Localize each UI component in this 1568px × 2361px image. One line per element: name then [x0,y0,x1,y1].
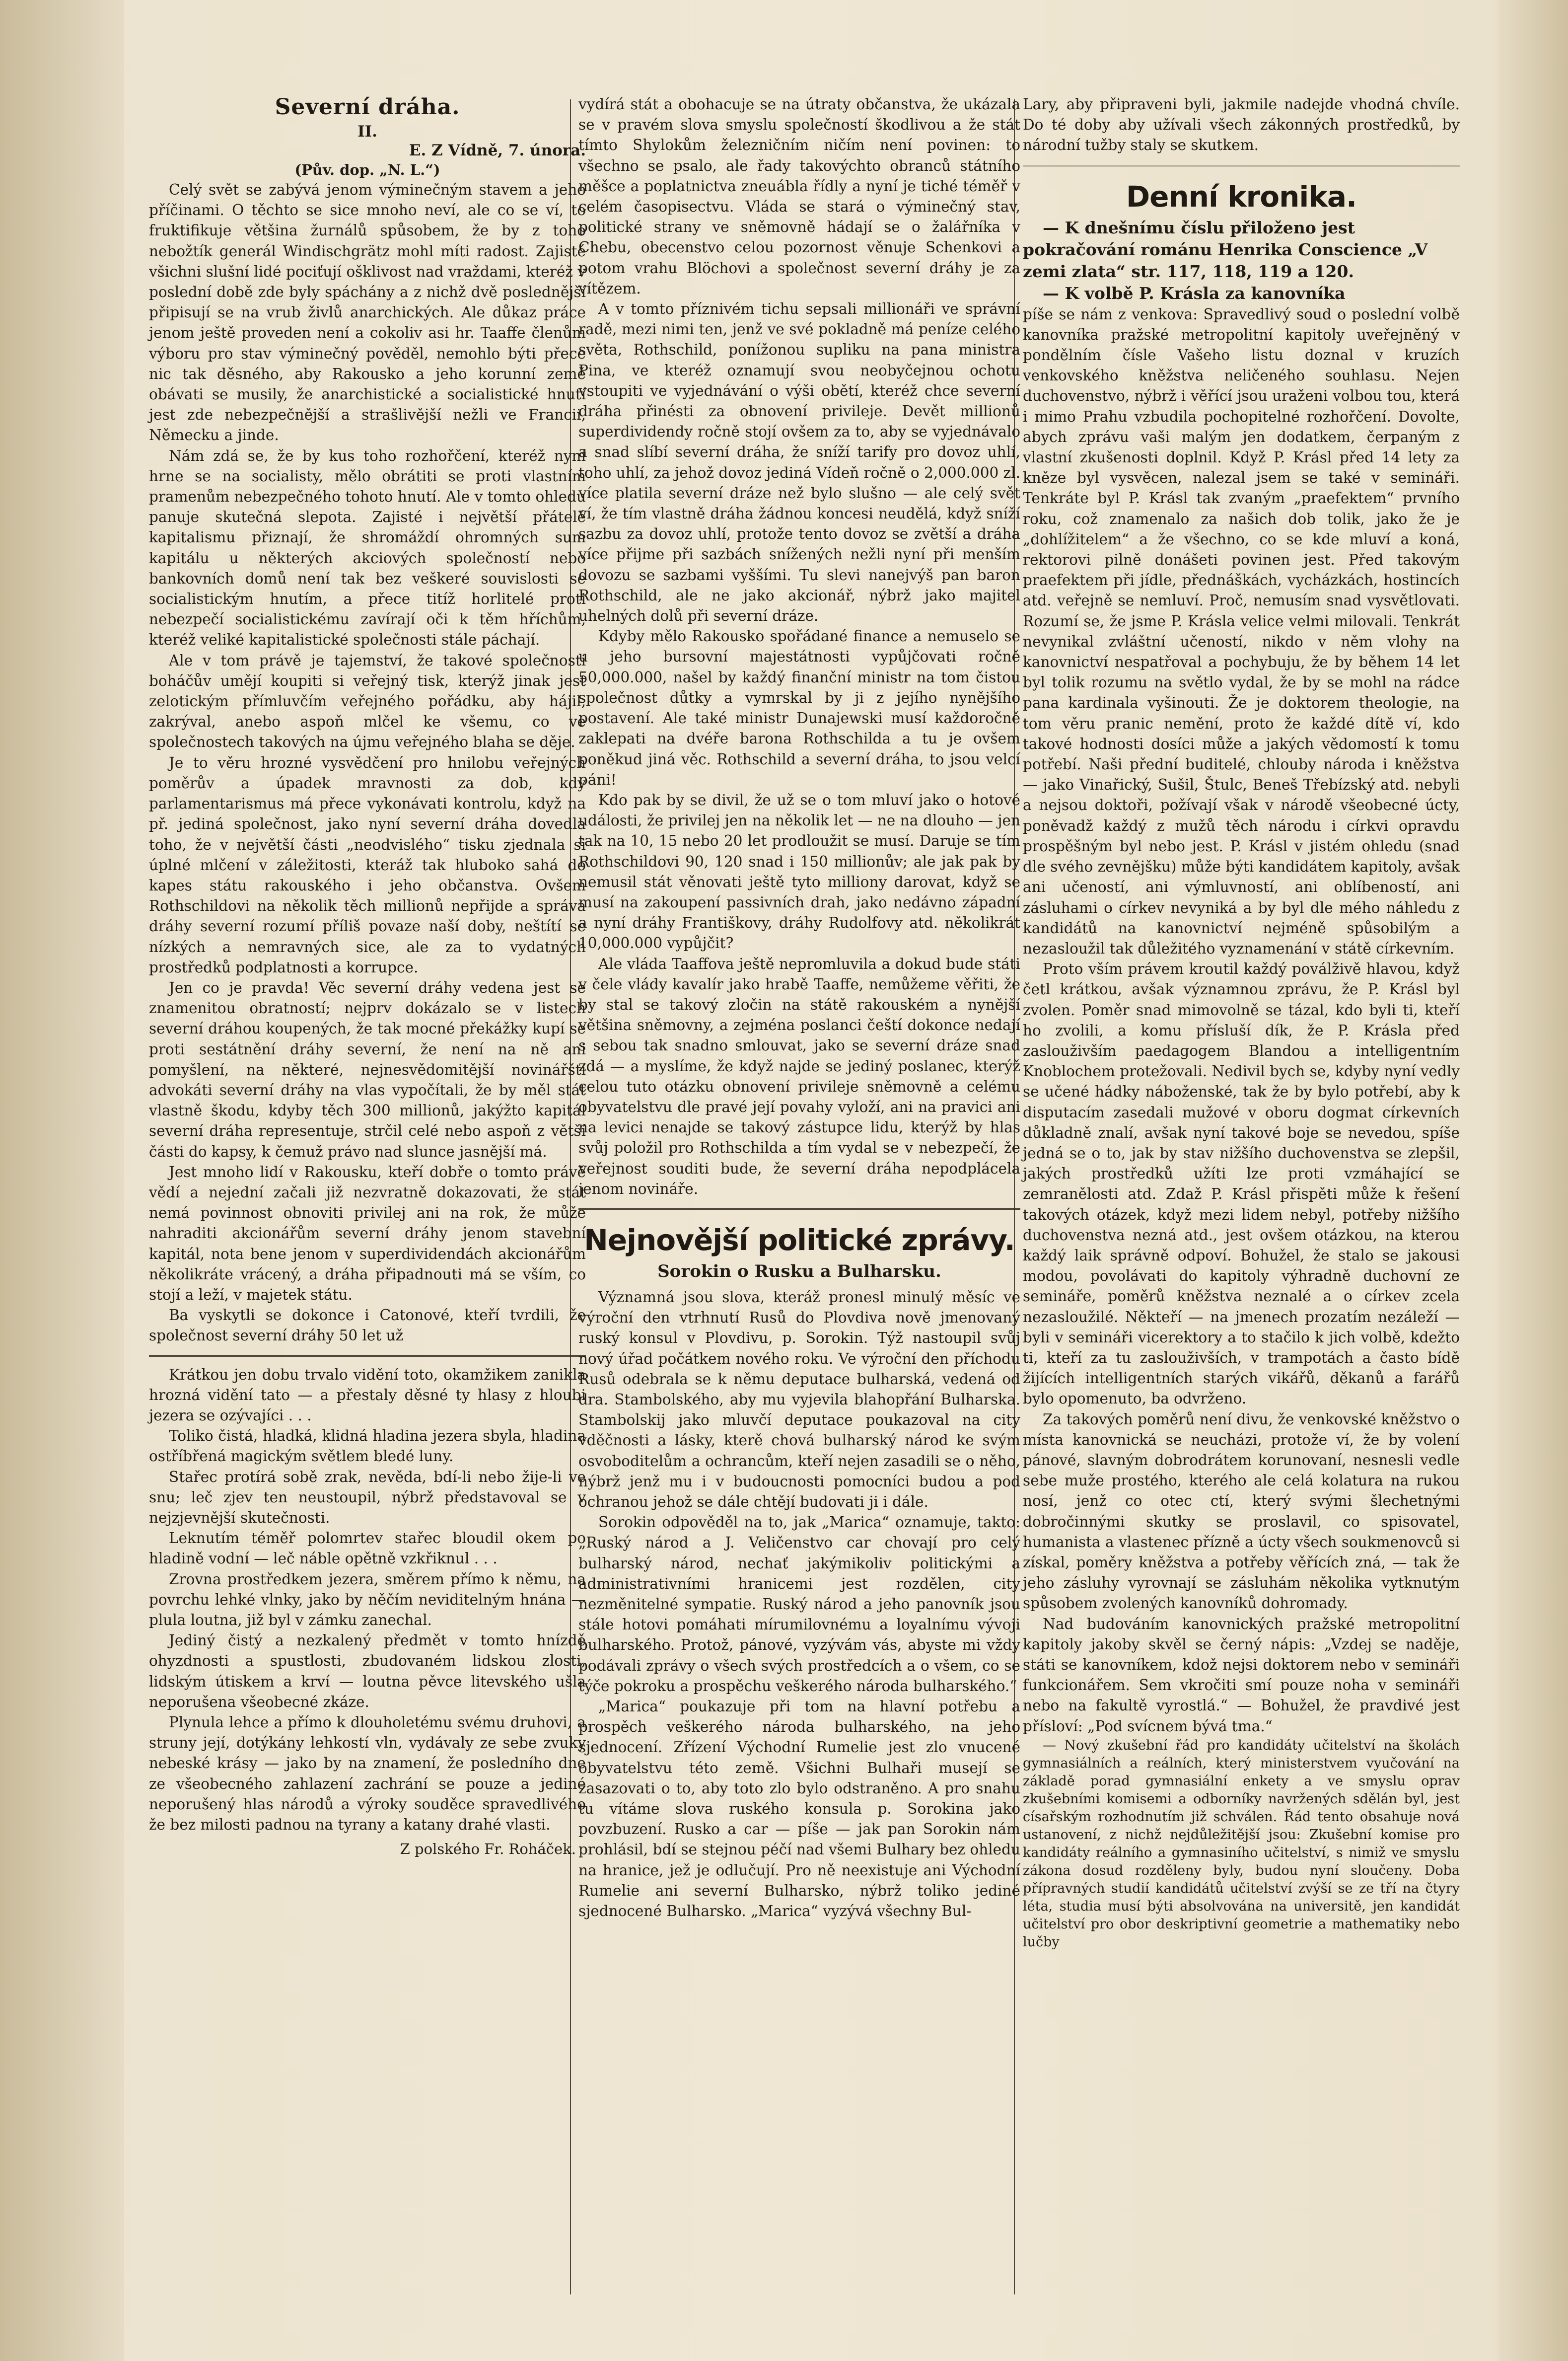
feuilleton-paragraph: Zrovna prostředkem jezera, směrem přímo k němu, na povrchu lehké vlnky, jako by něčím neviditelným hnána — plula loutna, již byl v zámku zanechal. [149,1570,586,1629]
feuilleton-paragraph: Jediný čistý a nezkalený předmět v tomto hnízdě ohyzdnosti a spustlosti, zbudovaném lidskou zlosti, lidským útiskem a krví — loutna pěvce litevského ušla neporušena všeobecné zkáze. [149,1632,586,1710]
section-heading-chronicle: Denní kronika. [1126,179,1357,214]
feuilleton-divider [149,1355,586,1357]
article-source: (Pův. dop. „N. L.“) [294,161,440,178]
paragraph: Je to věru hrozné vysvědčení pro hnilobu veřejných poměrův a úpadek mravnosti za dob, kdy parlamentarismus má přece vykonávati kontrolu, když na př. jediná společnost, jako nyní severní dráha dovedla toho, že v největší části „neodvislého“ tisku zjednala si úplné mlčení v záležitosti, kteráž tak hluboko sahá do kapes státu rakouského i jeho občanstva. Ovšem Rothschildovi na několik těch millionů nepřijde a správa dráhy severní rozumí příliš povaze naší doby, neštítí se nízkých a nemravných sice, ale za to vydatných prostředků podplatnosti a korrupce. [149,754,586,976]
column-3 [1023,94,1460,1951]
feuilleton-paragraph: Leknutím téměř polomrtev stařec bloudil okem po hladině vodní — leč náble opětně vzkřiknul . . . [149,1530,586,1567]
feuilleton-paragraph: Stařec protírá sobě zrak, nevěda, bdí-li nebo žije-li ve snu; leč zjev ten neustoupil, nýbrž představoval se v nejzjevnější skutečnosti. [149,1468,586,1526]
paragraph: Celý svět se zabývá jenom výminečným stavem a jeho příčinami. O těchto se sice mnoho neví, ale co se ví, to fruktifikuje většina žurnálů spůsobem, že by z toho nebožtík generál Windischgrätz mohl míti radost. Zajisté všichni slušní lidé pociťují ošklivost nad vraždami, kteréž v poslední době zde byly spáchány a z nichž dvě poslednější připisují se na vrub živlů anarchických. Ale důkaz práce jenom ještě proveden není a cokoliv asi hr. Taaffe členům výboru pro stav výminečný pověděl, nemohlo býti přece nic tak děsného, aby Rakousko a jeho korunní země obávati se musily, že anarchistické a socialistické hnutí jest zde nebezpečnější a strašlivější nežli ve Francii, Německu a jinde. [149,181,586,444]
feuilleton-paragraph: Plynula lehce a přímo k dlouholetému svému druhovi, a struny její, dotýkány lehkostí vln, vydávaly ze sebe zvuky nebeské krásy — jako by na znamení, že posledního dne ze všeobecného zahlazení zachrání se pouze a jediné neporušený hlas národů a výroky souděce spravedlivého že bez milosti padnou na tyrany a katany drahé vlasti. [149,1714,586,1834]
column-2 [578,94,1020,1921]
feuilleton-signature: Z polského Fr. Roháček. [400,1841,576,1858]
paragraph: Významná jsou slova, kteráž pronesl minulý měsíc ve výroční den vtrhnutí Rusů do Plovdiva nově jmenovaný ruský konsul v Plovdivu, p. Sorokin. Týž nastoupil svůj nový úřad počátkem nového roku. Ve výroční den příchodu Rusů odebrala se k němu deputace bulharská, vedená od dra. Stambolského, aby mu vyjevila blahopřání Bulharska. Stambolskij jako mluvčí deputace poukazoval na city vděčnosti a lásky, kterě chová bulharský národ ke svým osvoboditelům a ochrancům, kteří nejen zasadili se o něho, nýbrž jenž mu i v budoucnosti pomocníci budou a pod ochranou jehož se dále chtějí budovati ji i dále. [578,1288,1020,1510]
paragraph: vydírá stát a obohacuje se na útraty občanstva, že ukázala se v pravém slova smyslu společností škodlivou a že stát tímto Shylokům železničním ničím není povinen: to všechno se psalo, ale řady takovýchto obranců státního měšce a poplatnictva zneuábla řídly a nyní je tiché téměř v celém časopisectvu. Vláda se stará o výminečný stav, politické strany ve sněmovně hádají se o žalářníka v Chebu, obecenstvo celou pozornost věnuje Schenkovi a potom vrahu Blöchovi a společnost severní dráhy je za vítězem. [578,96,1020,297]
paragraph: Proto vším právem kroutil každý poválživě hlavou, když četl krátkou, avšak významnou zprávu, že P. Krásl byl zvolen. Poměr snad mimovolně se tázal, kdo byli ti, kteří ho zvolili, a komu přísluší dík, že P. Krásla před zaslouživším paedagogem Blandou a intelligentním Knoblochem protežovali. Nedivil bych se, kdyby nyní vedly se učené hádky náboženské, tak že by bylo potřebí, aby k disputacím zasedali mužové v oboru dogmat církevních důkladně znalí, avšak nyní takové boje se nevedou, spíše jedná se o to, jak by stav nižšího duchovenstva se zlepšil, jakých prostředků užíti lze proti vzmáhající se zemranělosti atd. Zdaž P. Krásl přispěti může k řešení takových otázek, když mezi lidem nebyl, potřeby nižšího duchovenstva nezná atd., jest ovšem otázkou, na kterou každý laik správně odpoví. Bohužel, že stalo se jakousi modou, povolávati do kapitoly výhradně duchovní ze semináře, poměrů kněžstva neznalé a o církev zcela nezasloužilé. Někteří — na jmenech prozatím nezáleží — byli v semináři vicerektory a to stačilo k jich volbě, kdežto ti, kteří za tu zaslouživších, v trampotách a často bídě žijících intelligentních starých vikářů, děkanů a farářů bylo opomenuto, ba odvrženo. [1023,960,1460,1407]
page-edge-left [0,0,124,2361]
paragraph: Sorokin odpověděl na to, jak „Marica“ oznamuje, takto: „Ruský národ a J. Veličenstvo car chovají pro celý bulharský národ, nechať jakýmikoliv politickými a administrativními hranicemi jest rozdělen, city nezměnitelné sympatie. Ruský národ a jeho panovník jsou stále hotovi pomáhati mírumilovnému a loyalnímu vývoji bulharského. Protož, pánové, vyzývám vás, abyste mi vždy podávali zprávy o všech svých prostředcích a o všem, co se týče pokroku a prospěchu veškerého národa bulharského.“ [578,1514,1020,1695]
paragraph: píše se nám z venkova: Spravedlivý soud o poslední volbě kanovníka pražské metropolitní kapitoly uveřejněný v pondělním čísle Vašeho listu doznal v kruzích venkovského kněžstva neličeného souhlasu. Nejen duchovenstvo, nýbrž i věřící jsou uraženi volbou tou, která i mimo Prahu vzbudila pochopitelné rozhořčení. Dovolte, abych zprávu vaši malým jen dodatkem, čerpaným z vlastní zkušenosti doplnil. Když P. Krásl před 14 lety za kněze byl vysvěcen, nalezal jsem se také v semináři. Tenkráte byl P. Krásl tak zvaným „praefektem“ prvního roku, což znamenalo za našich dob tolik, jako že je „dohlížitelem“ a že všechno, co se kde mluví a koná, rektorovi pilně donášeti povinen jest. Před takovým praefektem při jídle, přednáškách, vycházkách, hostincích atd. veřejně se nemluví. Proč, nemusím snad vysvětlovati. Rozumí se, že jsme P. Krásla velice velmi milovali. Tenkrát nevynikal zvláštní učeností, nikdo v něm vlohy na kanovnictví nespatřoval a pochybuju, že by během 14 let byl tolik rozumu na světlo vydal, že by se mohl na rádce pana kardinala vyšinouti. Že je doktorem theologie, na tom věru pranic nemění, proto že každé dítě ví, kdo takové hodnosti dosíci může a jakých vědomostí k tomu potřebí. Naši přední buditelé, chlouby národa i kněžstva — jako Vinařický, Sušil, Štulc, Beneš Třebízský atd. nebyli a nejsou doktoři, požívají však v národě všeobecné úcty, poněvadž každý z mužů těch národu i církvi opravdu prospěšným byl nebo jest. P. Krásl v jistém ohledu (snad dle svého zevnějšku) může býti kandidátem kapitoly, avšak ani učeností, ani výmluvností, ani oblíbeností, ani zásluhami o církev nevyniká a by byl dle mého náhledu z kandidátů na kanovnictví nejméně spůsobilým a nezasloužil tak důležitého vyznamenání v státě církevním. [1023,305,1460,957]
feuilleton-paragraph: Krátkou jen dobu trvalo vidění toto, okamžikem zanikla hrozná vidění tato — a přestaly děsné ty hlasy z hloubi jezera se ozývajíci . . . [149,1366,586,1424]
paragraph: „Marica“ poukazuje při tom na hlavní potřebu a prospěch veškerého národa bulharského, na jeho sjednocení. Zřízení Východní Rumelie jest zlo vnucené obyvatelstvu této země. Všichni Bulhaři musejí se zasazovati o to, aby toto zlo bylo odstraněno. A pro snahu tu vítáme slova ruského konsula p. Sorokina jako povzbuzení. Rusko a car — píše — jak pan Sorokin nám prohlásil, bdí se stejnou péčí nad všemi Bulhary bez ohledu na hranice, jež je odlučují. Pro ně neexistuje ani Východní Rumelie ani severní Bulharsko, nýbrž toliko jediné sjednocené Bulharsko. „Marica“ vyzývá všechny Bul- [578,1698,1020,1920]
article-part-number: II. [357,123,377,141]
paragraph: Lary, aby připraveni byli, jakmile nadejde vhodná chvíle. Do té doby aby užívali všech zákonných prostředků, by národní tužby staly se skutkem. [1023,96,1460,154]
section-divider [1023,165,1460,166]
notice-heading: — K volbě P. Krásla za kanovníka [1043,283,1346,303]
paragraph: Nad budováním kanovnických pražské metropolitní kapitoly jakoby skvěl se černý nápis: „Vzdej se naděje, státi se kanovníkem, kdož nejsi doktorem nebo v semináři funkcionářem. Sem vkročiti smí pouze noha v semináři nebo na fakultě vyrostlá.“ — Bohužel, že pravdivé jest přísloví: „Pod svícnem bývá tma.“ [1023,1615,1460,1735]
paragraph: A v tomto příznivém tichu sepsali millionáři ve správní radě, mezi nimi ten, jenž ve své pokladně má peníze celého světa, Rothschild, ponížonou supliku na pana ministra Pina, ve kteréž oznamují svou neobyčejnou ochotu vstoupiti ve vyjednávání o výši obětí, kteréž chce severní dráha přinésti za obnovení privileje. Devět millionů superdividendy ročně stojí ovšem za to, aby se vyjednávalo a snad slíbí severní dráha, že sníží tarify pro dovoz uhlí, toho uhlí, za jehož dovoz jediná Vídeň ročně o 2,000.000 zl. více platila severní dráze než bylo slušno — ale celý svět ví, že tím vlastně dráha žádnou koncesi neudělá, když sníží sazbu za dovoz uhlí, protože tento dovoz se zvětší a dráha více přijme při sazbách snížených nežli nyní při menším dovozu se sazbami vyššími. Tu slevi nanejvýš pan baron Rothschild, ale ne jako akcionář, nýbrž jako majitel uhelných dolů při severní dráze. [578,300,1020,625]
feuilleton-paragraph: Toliko čistá, hladká, klidná hladina jezera sbyla, hladina ostříbřená magickým světlem bledé luny. [149,1427,586,1465]
article-dateline: E. Z Vídně, 7. února. [409,142,586,159]
notice-exam-regulation: — Nový zkušební řád pro kandidáty učitelství na školách gymnasiálních a reálních, který ministerstvem vyučování na základě porad gymnasiální enkety a ve smyslu oprav zkušebními komisemi a odborníky navržených sdělán byl, jest císařským rozhodnutím již schválen. Řád tento obsahuje nová ustanovení, z nichž nejdůležitější jsou: Zkušební komise pro kandidáty reálního a gymnasiního učitelství, s nimiž ve smyslu zákona dosud rozděleny byly, budou nyní sloučeny. Doba přípravných studií kandidátů učitelství zvýší se ze tří na čtyry léta, studia musí býti absolvována na universitě, jen kandidát učitelství pro obor deskriptivní geometrie a mathematiky nebo lučby [1023,1737,1460,1950]
paragraph: Jen co je pravda! Věc severní dráhy vedena jest se znamenitou obratností; nejprv dokázalo se v listech severní dráhou koupených, že tak mocné překážky kupí se proti sestátnění dráhy severní, že není na ně ani pomyšlení, na některé, nejnesvědomitější novinářští advokáti severní dráhy na vlas vypočítali, že by měl stát vlastně škodu, kdyby těch 300 millionů, jakýžto kapitál severní dráha representuje, strčil celé nebo aspoň z větší části do kapsy, k čemuž právo nad slunce jasnější má. [149,979,586,1160]
page-edge-right [1498,0,1568,2361]
paragraph: Za takových poměrů není divu, že venkovské kněžstvo o místa kanovnická se neucházi, protože ví, že by volení pánové, slavným dobrodrátem korunovaní, nesnesli vedle sebe muže prostého, kterého ale celá kolatura na rukou nosí, jenž co otec ctí, který svými šlechetnými dobročinnými skutky se proslavil, co spisovatel, humanista a vlastenec přízně a úcty všech soukmenovců si získal, poměry kněžstva a potřeby věřících zná, — tak že jeho zásluhy vyrovnají se zásluhám několika vytknutým spůsobem zvolených kanovníků dohromady. [1023,1410,1460,1612]
paragraph: Ale vláda Taaffova ještě nepromluvila a dokud bude státi v čele vlády kavalír jako hrabě Taaffe, nemůžeme věřiti, že by stal se takový zločin na státě rakouském a nynější většina sněmovny, a zejména poslanci čeští dokonce nedají s sebou tak snadno smlouvat, jako se severní dráze snad zdá — a myslíme, že když najde se jediný poslanec, kterýž celou tuto otázku obnovení privileje sněmovně a celému obyvatelstvu dle pravé její povahy vyloží, ani na pravici ani na levici nenajde se takový zástupce lidu, kterýž by hlas svůj položil pro Rothschilda a tím vydal se v nebezpečí, že veřejnost souditi bude, že severní dráha nepodplácela jenom novináře. [578,955,1020,1197]
paragraph: Ale v tom právě je tajemství, že takové společnosti boháčův umějí koupiti si veřejný tisk, kterýž jinak jest zelotickým přímluvčím veřejného pořádku, aby hájil, zakrýval, anebo aspoň mlčel ke všemu, co ve společnostech takových na újmu veřejného blaha se děje. [149,652,586,751]
notice-supplement: — K dnešnímu číslu přiloženo jest pokračování románu Henrika Conscience „V zemi zlata“ str. 117, 118, 119 a 120. [1023,218,1428,281]
article-subheading: Sorokin o Rusku a Bulharsku. [657,1261,941,1281]
section-divider [578,1208,1020,1210]
paragraph: Jest mnoho lidí v Rakousku, kteří dobře o tomto právě vědí a nejední začali již nezvratně dokazovati, že stát nemá povinnost obnoviti privilej ani na rok, že může nahraditi akcionářům severní dráhy jenom stavební kapitál, nota bene jenom v superdividendách akcionářům několikráte vrácený, a dráha připadnouti má se vším, co stojí a leží, v majetek státu. [149,1163,586,1303]
paragraph: Ba vyskytli se dokonce i Catonové, kteří tvrdili, že společnost severní dráhy 50 let už [149,1307,586,1344]
article-title: Severní dráha. [275,94,460,120]
paragraph: Nám zdá se, že by kus toho rozhořčení, kteréž nyní hrne se na socialisty, mělo obrátiti se proti vlastním pramenům nebezpečného tohoto hnutí. Ale v tomto ohledu panuje skutečná slepota. Zajisté i největší přátelé kapitalismu přiznají, že shromáždí ohromných sum kapitálu u některých akciových společností nebo bankovních domů není tak bez veškeré souvislosti se socialistickým hnutím, a přece titíž horlitelé proti nebezpečí socialistickému zavírají oči k těm hříchům, kteréž veliké kapitalistické společnosti stále páchají. [149,447,586,649]
column-1 [149,94,586,1859]
paragraph: Kdo pak by se divil, že už se o tom mluví jako o hotové události, že privilej jen na několik let — ne na dlouho — jen tak na 10, 15 nebo 20 let prodloužit se musí. Daruje se tím Rothschildovi 90, 120 snad i 150 millionův; ale jak pak by nemusil stát věnovati ještě tyto milliony darovat, když se musí na zakoupení passivních drah, jako nedávno západní a nyní dráhy Františkovy, dráhy Rudolfovy atd. několikrát 10,000.000 vypůjčit? [578,791,1020,952]
paragraph: Kdyby mělo Rakousko spořádané finance a nemuselo se u jeho bursovní majestátnosti vypůjčovati ročně 50,000.000, našel by každý finanční ministr na tom čistou společnost důtky a vymrskal by ji z jejího nynějšího postavení. Ale také ministr Dunajewski musí každoročně zaklepati na dvéře barona Rothschilda a tu je ovšem poněkud jiná věc. Rothschild a severní dráha, to jsou velcí páni! [578,628,1020,788]
section-heading-politics: Nejnovější politické zprávy. [584,1223,1015,1257]
